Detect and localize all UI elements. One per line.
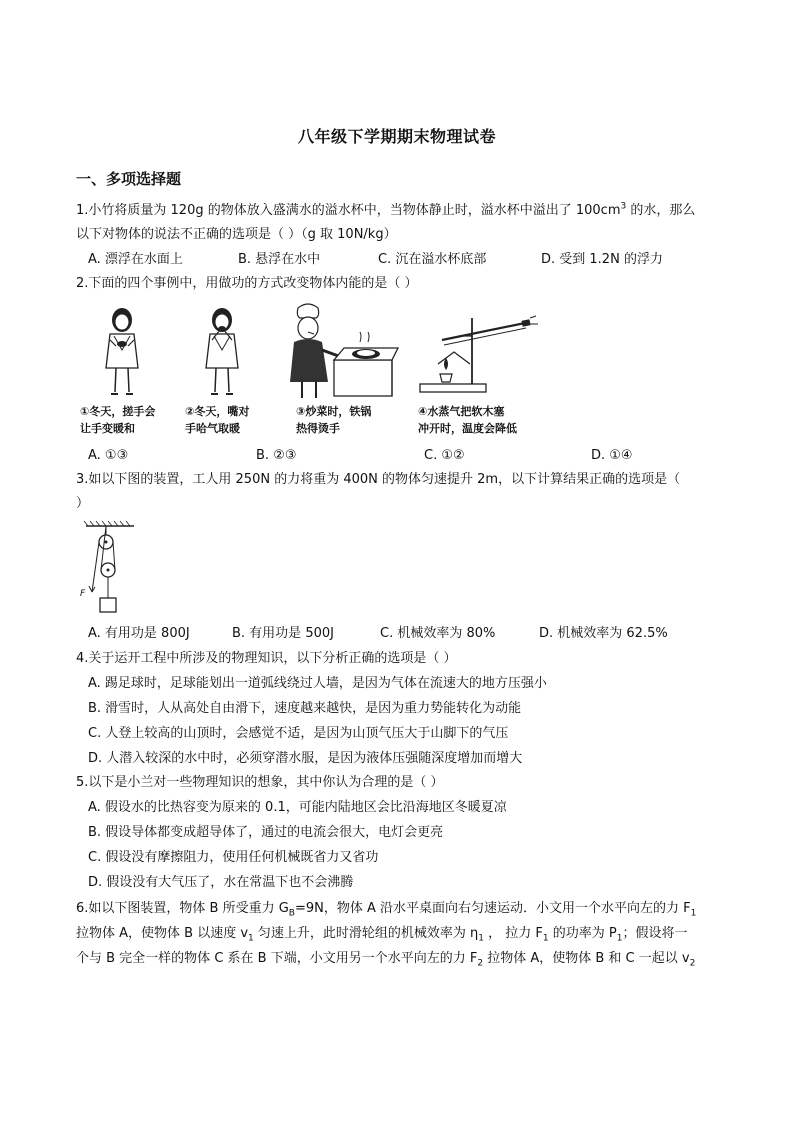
- q1-option-d[interactable]: D. 受到 1.2N 的浮力: [541, 252, 663, 267]
- q6-stem-line1: 6.如以下图装置，物体 B 所受重力 $G_B=9N$，物体 A 沿水平桌面向右匀速运动．小文用一个水平向左的力 $F_1$: [76, 901, 697, 919]
- q3-option-d[interactable]: D. 机械效率为 62.5%: [539, 626, 668, 641]
- q2-option-c[interactable]: C. ①②: [424, 448, 465, 463]
- q4-option-a[interactable]: A. 踢足球时，足球能划出一道弧线绕过人墙，是因为气体在流速大的地方压强小: [88, 676, 547, 691]
- q2-option-a[interactable]: A. ①③: [88, 448, 129, 463]
- force-label-f: F: [80, 589, 86, 599]
- figure2-caption: ②冬天，嘴对 手哈气取暖: [185, 405, 250, 435]
- q3-stem-line1: 3.如以下图的装置，工人用 250N 的力将重为 400N 的物体匀速提升 2m，以下计算结果正确的选项是（: [76, 472, 681, 487]
- q3-option-a[interactable]: A. 有用功是 800J: [88, 626, 190, 641]
- q5-option-a[interactable]: A. 假设水的比热容变为原来的 0.1，可能内陆地区会比沿海地区冬暖夏凉: [88, 800, 507, 815]
- page-title: 八年级下学期期末物理试卷: [297, 127, 496, 146]
- q3-option-c[interactable]: C. 机械效率为 80%: [380, 626, 496, 641]
- girl-blowing-hands-figure: [196, 306, 248, 398]
- q2-option-d[interactable]: D. ①④: [591, 448, 633, 463]
- figure3-caption: ③炒菜时，铁锅 热得烫手: [296, 405, 372, 435]
- chef-cooking-figure: [288, 302, 400, 400]
- q4-option-b[interactable]: B. 滑雪时，人从高处自由滑下，速度越来越快，是因为重力势能转化为动能: [88, 701, 522, 716]
- q5-option-c[interactable]: C. 假设没有摩擦阻力，使用任何机械既省力又省功: [88, 850, 379, 865]
- q4-stem: 4.关于运开工程中所涉及的物理知识，以下分析正确的选项是（ ）: [76, 651, 457, 666]
- q2-stem: 2.下面的四个事例中，用做功的方式改变物体内能的是（ ）: [76, 276, 418, 291]
- steam-pushing-cork-figure: [414, 312, 540, 396]
- pulley-system-figure: [78, 520, 138, 620]
- q6-stem-line3: 个与 B 完全一样的物体 C 系在 B 下端，小文用另一个水平向左的力 $F_2$ 拉物体 A，使物体 B 和 C 一起以 $v_2$: [76, 951, 696, 969]
- q1-stem-line2: 以下对物体的说法不正确的选项是（ ）（g 取 10N/kg）: [76, 227, 397, 242]
- q1-stem-line1: 1.小竹将质量为 120g 的物体放入盛满水的溢水杯中，当物体静止时，溢水杯中溢出了 $100cm^3$ 的水，那么: [76, 201, 696, 218]
- q3-stem-line2: ）: [76, 496, 90, 511]
- q5-option-b[interactable]: B. 假设导体都变成超导体了，通过的电流会很大，电灯会更亮: [88, 825, 444, 840]
- q1-option-b[interactable]: B. 悬浮在水中: [238, 252, 321, 267]
- figure4-caption: ④水蒸气把软木塞 冲开时，温度会降低: [418, 405, 517, 435]
- q4-option-c[interactable]: C. 人登上较高的山顶时，会感觉不适，是因为山顶气压大于山脚下的气压: [88, 726, 509, 741]
- figure1-caption: ①冬天，搓手会 让手变暖和: [80, 405, 156, 435]
- q2-option-b[interactable]: B. ②③: [256, 448, 297, 463]
- q3-option-b[interactable]: B. 有用功是 500J: [232, 626, 334, 641]
- q5-stem: 5.以下是小兰对一些物理知识的想象，其中你认为合理的是（ ）: [76, 775, 444, 790]
- girl-rubbing-hands-figure: [96, 306, 148, 398]
- q4-option-d[interactable]: D. 人潜入较深的水中时，必须穿潜水服，是因为液体压强随深度增加而增大: [88, 751, 523, 766]
- section-heading: 一、多项选择题: [76, 170, 182, 188]
- q1-option-a[interactable]: A. 漂浮在水面上: [88, 252, 183, 267]
- q5-option-d[interactable]: D. 假设没有大气压了，水在常温下也不会沸腾: [88, 875, 354, 890]
- q6-stem-line2: 拉物体 A，使物体 B 以速度 $v_1$ 匀速上升，此时滑轮组的机械效率为 $\eta_1$ ， 拉力 $F_1$ 的功率为 $P_1$；假设将一: [76, 926, 688, 944]
- q1-option-c[interactable]: C. 沉在溢水杯底部: [378, 252, 487, 267]
